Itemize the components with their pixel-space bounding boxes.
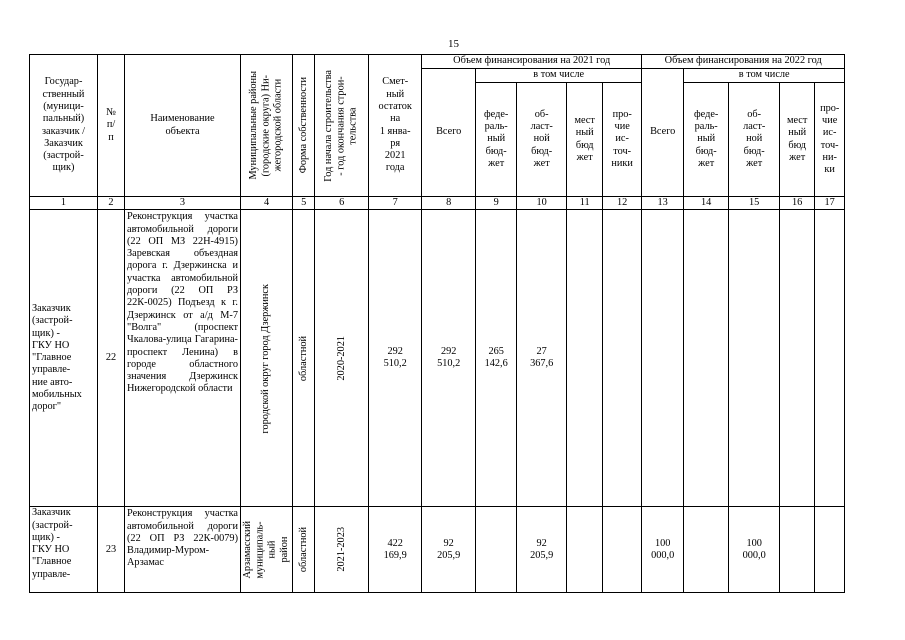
column-number: 2 xyxy=(98,197,125,210)
row-total-2021: 292 510,2 xyxy=(422,210,476,507)
header-ownership: Форма собственности xyxy=(293,55,315,197)
row-regional-2021: 27 367,6 xyxy=(517,210,567,507)
column-number: 6 xyxy=(315,197,369,210)
row-other-2022 xyxy=(815,210,845,507)
header-federal-2022: феде- раль- ный бюд- жет xyxy=(684,83,729,197)
header-remainder: Смет- ный остаток на 1 янва- ря 2021 года xyxy=(369,55,422,197)
header-including-2021: в том числе xyxy=(476,69,642,83)
row-federal-2022 xyxy=(684,210,729,507)
header-financing-2021: Объем финансирования на 2021 год xyxy=(422,55,642,69)
row-other-2021 xyxy=(603,507,642,593)
row-federal-2021 xyxy=(476,507,517,593)
row-local-2022 xyxy=(780,507,815,593)
header-regional-2022: об- ласт- ной бюд- жет xyxy=(729,83,780,197)
header-federal-2021: феде- раль- ный бюд- жет xyxy=(476,83,517,197)
column-number: 1 xyxy=(30,197,98,210)
header-other-2022: про- чие ис- точ- ни- ки xyxy=(815,83,845,197)
header-object-name: Наименование объекта xyxy=(125,55,241,197)
column-number: 17 xyxy=(815,197,845,210)
header-customer: Государ- ственный (муници- пальный) заказчик / Заказчик (застрой- щик) xyxy=(30,55,98,197)
column-number: 13 xyxy=(642,197,684,210)
row-regional-2021: 92 205,9 xyxy=(517,507,567,593)
header-local-2021: мест ный бюд жет xyxy=(567,83,603,197)
header-row-1 xyxy=(30,55,845,69)
header-local-2022: мест ный бюд жет xyxy=(780,83,815,197)
column-number: 3 xyxy=(125,197,241,210)
column-number: 9 xyxy=(476,197,517,210)
row-total-2022: 100 000,0 xyxy=(642,507,684,593)
row-number: 23 xyxy=(98,507,125,593)
row-district: Арзамасский муниципаль- ный район xyxy=(241,507,293,593)
row-ownership: областной xyxy=(293,210,315,507)
header-financing-2022: Объем финансирования на 2022 год xyxy=(642,55,845,69)
table-row xyxy=(30,507,845,593)
header-regional-2021: об- ласт- ной бюд- жет xyxy=(517,83,567,197)
column-number: 16 xyxy=(780,197,815,210)
row-district: городской округ город Дзержинск xyxy=(241,210,293,507)
row-local-2021 xyxy=(567,507,603,593)
header-including-2022: в том числе xyxy=(684,69,845,83)
investment-table xyxy=(29,54,845,593)
column-number: 7 xyxy=(369,197,422,210)
row-object-name: Реконструкция участка автомобильной дороги (22 ОП МЗ 22Н-4915) Заревская объездная дорога г. Дзержинска и участка автомобильной дороги (22 ОП РЗ 22К-0025) Подъезд к г. Дзержинск от а/д М-7 "Волга" (проспект Чкалова-улица Гагарина-проспект Ленина) в городе областного значения Дзержинск Нижегородской области xyxy=(125,210,241,507)
row-object-name: Реконструкция участка автомобильной дороги (22 ОП РЗ 22К-0079) Владимир-Муром-Арзамас xyxy=(125,507,241,593)
column-numbers-row xyxy=(30,197,845,210)
row-remainder: 292 510,2 xyxy=(369,210,422,507)
row-total-2021: 92 205,9 xyxy=(422,507,476,593)
row-other-2022 xyxy=(815,507,845,593)
row-local-2022 xyxy=(780,210,815,507)
row-customer: Заказчик (застрой- щик) - ГКУ НО "Главное управле- ние авто- мобильных дорог" xyxy=(30,210,98,507)
header-row-number: № п/ п xyxy=(98,55,125,197)
row-federal-2022 xyxy=(684,507,729,593)
header-years: Год начала строительства - год окончания строи- тельства xyxy=(315,55,369,197)
header-districts: Муниципальные районы (городские округа) Ни- жегородской области xyxy=(241,55,293,197)
column-number: 11 xyxy=(567,197,603,210)
page-number: 15 xyxy=(448,38,459,50)
header-other-2021: про- чие ис- точ- ники xyxy=(603,83,642,197)
row-other-2021 xyxy=(603,210,642,507)
column-number: 14 xyxy=(684,197,729,210)
column-number: 8 xyxy=(422,197,476,210)
row-years: 2020-2021 xyxy=(315,210,369,507)
row-ownership: областной xyxy=(293,507,315,593)
column-number: 10 xyxy=(517,197,567,210)
row-federal-2021: 265 142,6 xyxy=(476,210,517,507)
header-total-2021: Всего xyxy=(422,69,476,197)
row-remainder: 422 169,9 xyxy=(369,507,422,593)
row-regional-2022 xyxy=(729,210,780,507)
column-number: 5 xyxy=(293,197,315,210)
row-regional-2022: 100 000,0 xyxy=(729,507,780,593)
row-local-2021 xyxy=(567,210,603,507)
header-total-2022: Всего xyxy=(642,69,684,197)
column-number: 4 xyxy=(241,197,293,210)
row-customer: Заказчик (застрой- щик) - ГКУ НО "Главное управле- xyxy=(30,507,98,593)
row-years: 2021-2023 xyxy=(315,507,369,593)
row-number: 22 xyxy=(98,210,125,507)
column-number: 15 xyxy=(729,197,780,210)
column-number: 12 xyxy=(603,197,642,210)
row-total-2022 xyxy=(642,210,684,507)
table-row xyxy=(30,210,845,507)
